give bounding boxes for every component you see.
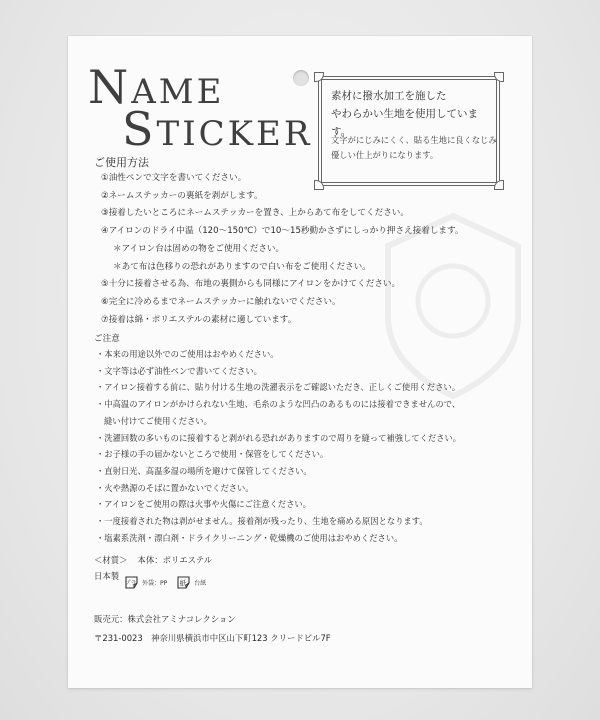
usage-step: ②ネームステッカーの裏紙を剥がします。 bbox=[101, 190, 263, 201]
caution-heading: ご注意 bbox=[94, 334, 120, 344]
hang-hole bbox=[293, 70, 309, 86]
material-label: ＜材質＞ bbox=[94, 555, 128, 565]
feature-main-line: やわらかい生地を使用しています。 bbox=[331, 108, 478, 138]
material-body-value: ポリエステル bbox=[162, 555, 213, 565]
seller-address: 〒231-0023 神奈川県横浜市中区山下町123 クリードビル7F bbox=[94, 633, 331, 643]
title-line-1-rest: AME bbox=[131, 72, 225, 112]
plastic-recycle-icon bbox=[123, 574, 140, 591]
plastic-mark-text: プラ bbox=[124, 579, 137, 587]
feature-main-line: 素材に撥水加工を施した bbox=[331, 90, 447, 102]
country-of-origin: 日本製 bbox=[94, 571, 120, 581]
caution-item: ・火や熱源のそばに置かないでください。 bbox=[96, 482, 254, 493]
usage-note: ＊アイロン台は固めの物をご使用ください。 bbox=[113, 243, 285, 254]
title-line-1-cap: N bbox=[88, 60, 132, 114]
usage-heading: ご使用方法 bbox=[94, 156, 149, 169]
plastic-recycle-label: 外袋：PP bbox=[142, 579, 168, 587]
paper-recycle-icon bbox=[175, 574, 192, 591]
usage-step: ⑤十分に接着させる為、布地の裏側からも同様にアイロンをかけてください。 bbox=[101, 279, 401, 290]
feature-sub-line: 文字がにじみにくく、貼る生地に良くなじみ bbox=[331, 135, 497, 145]
material-info bbox=[94, 554, 212, 566]
caution-item: ・アイロン接着する前に、貼り付ける生地の洗濯表示をご確認いただき、正しくご使用ください。 bbox=[96, 382, 460, 393]
caution-item: ・アイロンをご使用の際は火事や火傷にご注意ください。 bbox=[96, 499, 311, 510]
caution-item: ・洗濯回数の多いものに接着すると剥がれる恐れがありますので周りを縫って補強してください。 bbox=[96, 432, 462, 443]
caution-list bbox=[96, 346, 526, 546]
usage-step: ⑥完全に冷めるまでネームステッカーに触れないでください。 bbox=[101, 296, 341, 307]
title-line-2 bbox=[122, 102, 312, 156]
caution-item: ・塩素系洗剤・漂白剤・ドライクリーニング・乾燥機のご使用はおやめください。 bbox=[96, 532, 403, 543]
seller-info: 販売元：株式会社アミナコレクション bbox=[94, 614, 236, 624]
caution-item-continuation: 縫い付けてご使用ください。 bbox=[104, 415, 212, 426]
usage-steps bbox=[101, 170, 521, 329]
feature-sub-line: 優しい仕上がりになります。 bbox=[331, 150, 439, 160]
usage-step: ④アイロンのドライ中温（120～150℃）で10～15秒動かさずにしっかり押さえ接着します。 bbox=[101, 226, 464, 237]
title-line-2-rest: TICKER bbox=[156, 114, 313, 154]
caution-item: ・直射日光、高温多湿の場所を避けて保管してください。 bbox=[96, 465, 312, 476]
caution-item: ・一度接着された物は剥がせません。接着剤が残ったり、生地を痛める原因となります。 bbox=[96, 516, 428, 527]
usage-step: ③接着したいところにネームステッカーを置き、上からあて布をしてください。 bbox=[101, 208, 409, 219]
name-sticker-card bbox=[68, 36, 532, 688]
caution-item: ・お子様の手の届かないところで使用・保管をしてください。 bbox=[96, 449, 329, 460]
caution-item: ・文字等は必ず油性ペンで書いてください。 bbox=[96, 365, 262, 376]
usage-step: ⑦接着は綿・ポリエステルの素材に適しています。 bbox=[101, 314, 297, 325]
frame-corner bbox=[494, 72, 504, 82]
feature-sub-text bbox=[331, 133, 497, 163]
title-line-2-cap: S bbox=[122, 102, 157, 156]
caution-item: ・本来の用途以外でのご使用はおやめください。 bbox=[96, 349, 279, 359]
caution-item: ・中高温のアイロンがかけられない生地、毛糸のような凹凸のあるものには接着できませんので、 bbox=[96, 399, 461, 410]
frame-corner bbox=[314, 72, 324, 82]
material-body-label: 本体： bbox=[137, 555, 163, 565]
paper-mark-text: 紙 bbox=[179, 579, 187, 587]
usage-note: ＊あて布は色移りの恐れがありますので白い布をご使用ください。 bbox=[113, 261, 371, 272]
paper-recycle-label: 台紙 bbox=[194, 579, 207, 587]
usage-step: ①油性ペンで文字を書いてください。 bbox=[101, 173, 247, 183]
recycle-marks bbox=[123, 572, 214, 592]
